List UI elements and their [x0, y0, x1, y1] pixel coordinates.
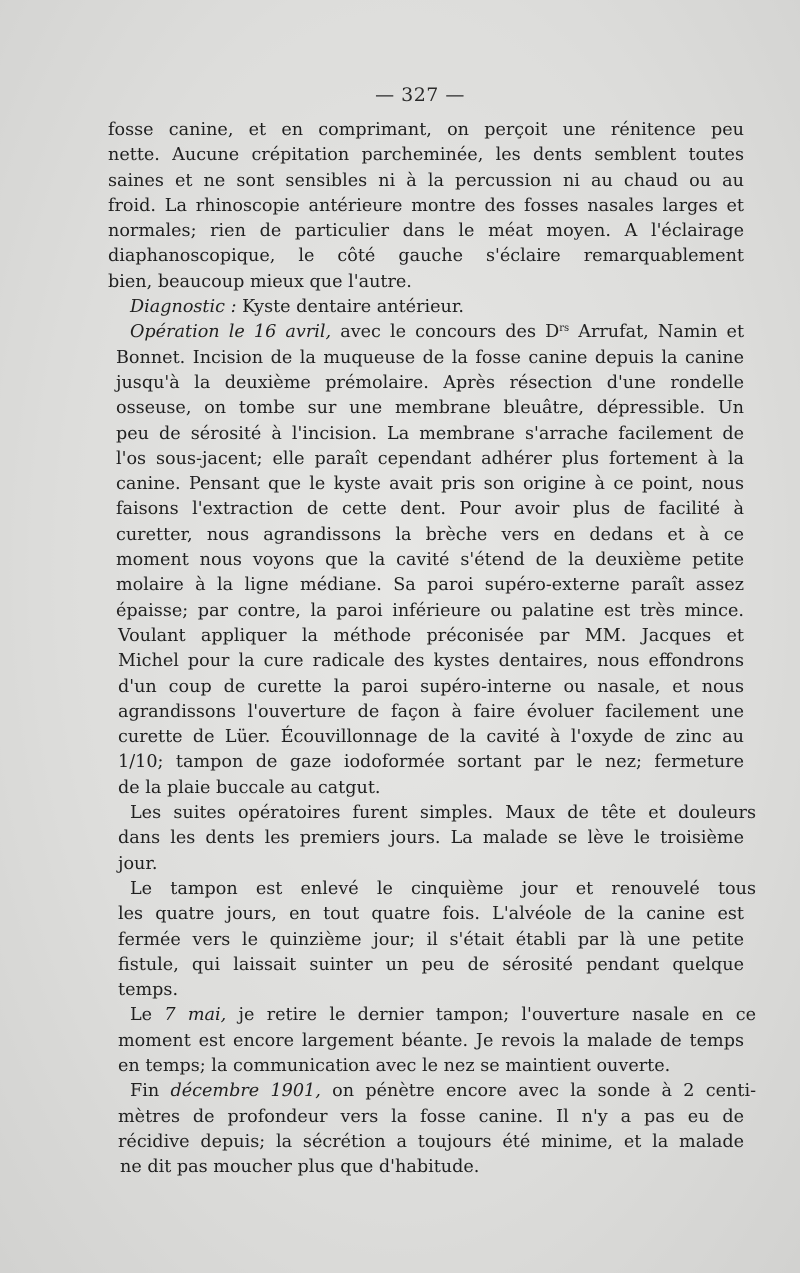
fin-date: décembre 1901,: [170, 1081, 321, 1102]
text-line: fosse canine, et en comprimant, on perçoit une rénitence peu: [108, 120, 744, 140]
diagnostic-line: [108, 295, 744, 320]
text-line: d'un coup de curette la paroi supéro-interne ou nasale, et nous: [118, 676, 744, 697]
text-line: ne dit pas moucher plus que d'habitude.: [120, 1157, 480, 1178]
text-line: jour.: [118, 853, 158, 874]
text-line: curette de Lüer. Écouvillonnage de la cavité à l'oxyde de zinc au: [118, 727, 744, 748]
text-line: Les suites opératoires furent simples. Maux de tête et douleurs: [130, 803, 756, 824]
page-number: — 327 —: [375, 84, 465, 106]
text-line: curetter, nous agrandissons la brèche vers en dedans et à ce: [116, 524, 744, 545]
text-line: de la plaie buccale au catgut.: [118, 777, 381, 798]
doctors-superscript: rs: [559, 323, 570, 335]
text-line: jusqu'à la deuxième prémolaire. Après résection d'une rondelle: [116, 372, 744, 393]
fin-text: on pénètre encore avec la sonde à 2 centi-: [332, 1081, 757, 1102]
text-line: Le tampon est enlevé le cinquième jour et renouvelé tous: [130, 878, 756, 899]
may-date: 7 mai,: [164, 1005, 227, 1026]
text-line: récidive depuis; la sécrétion a toujours été minime, et la malade: [118, 1131, 744, 1152]
text-line: en temps; la communication avec le nez se maintient ouverte.: [118, 1055, 671, 1076]
text-line: peu de sérosité à l'incision. La membrane s'arrache facilement de: [116, 423, 744, 444]
text-line: 1/10; tampon de gaze iodoformée sortant par le nez; fermeture: [118, 752, 744, 773]
fin-line: [118, 1079, 756, 1104]
may-line: [118, 1003, 756, 1028]
text-line: faisons l'extraction de cette dent. Pour avoir plus de facilité à: [116, 499, 744, 520]
text-line: normales; rien de particulier dans le méat moyen. A l'éclairage: [108, 221, 744, 242]
diagnostic-text: Kyste dentaire antérieur.: [242, 297, 464, 318]
text-line: temps.: [118, 980, 179, 1001]
text-line: froid. La rhinoscopie antérieure montre des fosses nasales larges et: [108, 195, 744, 216]
doctors-names: Arrufat, Namin et: [578, 322, 745, 343]
text-line: les quatre jours, en tout quatre fois. L'alvéole de la canine est: [118, 904, 744, 925]
text-line: fistule, qui laissait suinter un peu de sérosité pendant quelque: [118, 954, 744, 975]
operation-text: avec le concours des D: [340, 322, 560, 343]
text-line: moment est encore largement béante. Je revois la malade de temps: [118, 1030, 744, 1051]
text-line: nette. Aucune crépitation parcheminée, les dents semblent toutes: [108, 145, 744, 166]
text-line: épaisse; par contre, la paroi inférieure ou palatine est très mince.: [116, 600, 744, 621]
body-text: [108, 118, 757, 1180]
text-line: dans les dents les premiers jours. La malade se lève le troisième: [118, 828, 744, 849]
fin-label: Fin: [130, 1081, 160, 1102]
text-line: mètres de profondeur vers la fosse canine. Il n'y a pas eu de: [118, 1106, 744, 1127]
text-line: osseuse, on tombe sur une membrane bleuâtre, dépressible. Un: [116, 398, 744, 419]
text-line: moment nous voyons que la cavité s'étend de la deuxième petite: [116, 550, 744, 571]
text-line: Michel pour la cure radicale des kystes dentaires, nous effondrons: [118, 651, 744, 672]
text-line: l'os sous-jacent; elle paraît cependant adhérer plus fortement à la: [116, 448, 744, 469]
text-line: bien, beaucoup mieux que l'autre.: [108, 271, 412, 292]
text-line: Voulant appliquer la méthode préconisée par MM. Jacques et: [118, 625, 744, 646]
text-line: molaire à la ligne médiane. Sa paroi supéro-externe paraît assez: [116, 575, 744, 596]
operation-label: Opération le 16 avril,: [130, 322, 332, 343]
text-line: Bonnet. Incision de la muqueuse de la fosse canine depuis la canine: [116, 347, 744, 368]
text-line: fermée vers le quinzième jour; il s'était établi par là une petite: [118, 929, 744, 950]
text-line: diaphanoscopique, le côté gauche s'éclaire remarquablement: [108, 246, 744, 267]
text-line: agrandissons l'ouverture de façon à faire évoluer facilement une: [118, 701, 744, 722]
may-text: je retire le dernier tampon; l'ouverture nasale en ce: [238, 1005, 757, 1026]
operation-line: [108, 320, 744, 345]
text-line: saines et ne sont sensibles ni à la percussion ni au chaud ou au: [108, 170, 744, 191]
text-line: canine. Pensant que le kyste avait pris son origine à ce point, nous: [116, 474, 744, 495]
diagnostic-label: Diagnostic :: [130, 297, 237, 318]
may-label: Le: [130, 1005, 153, 1026]
